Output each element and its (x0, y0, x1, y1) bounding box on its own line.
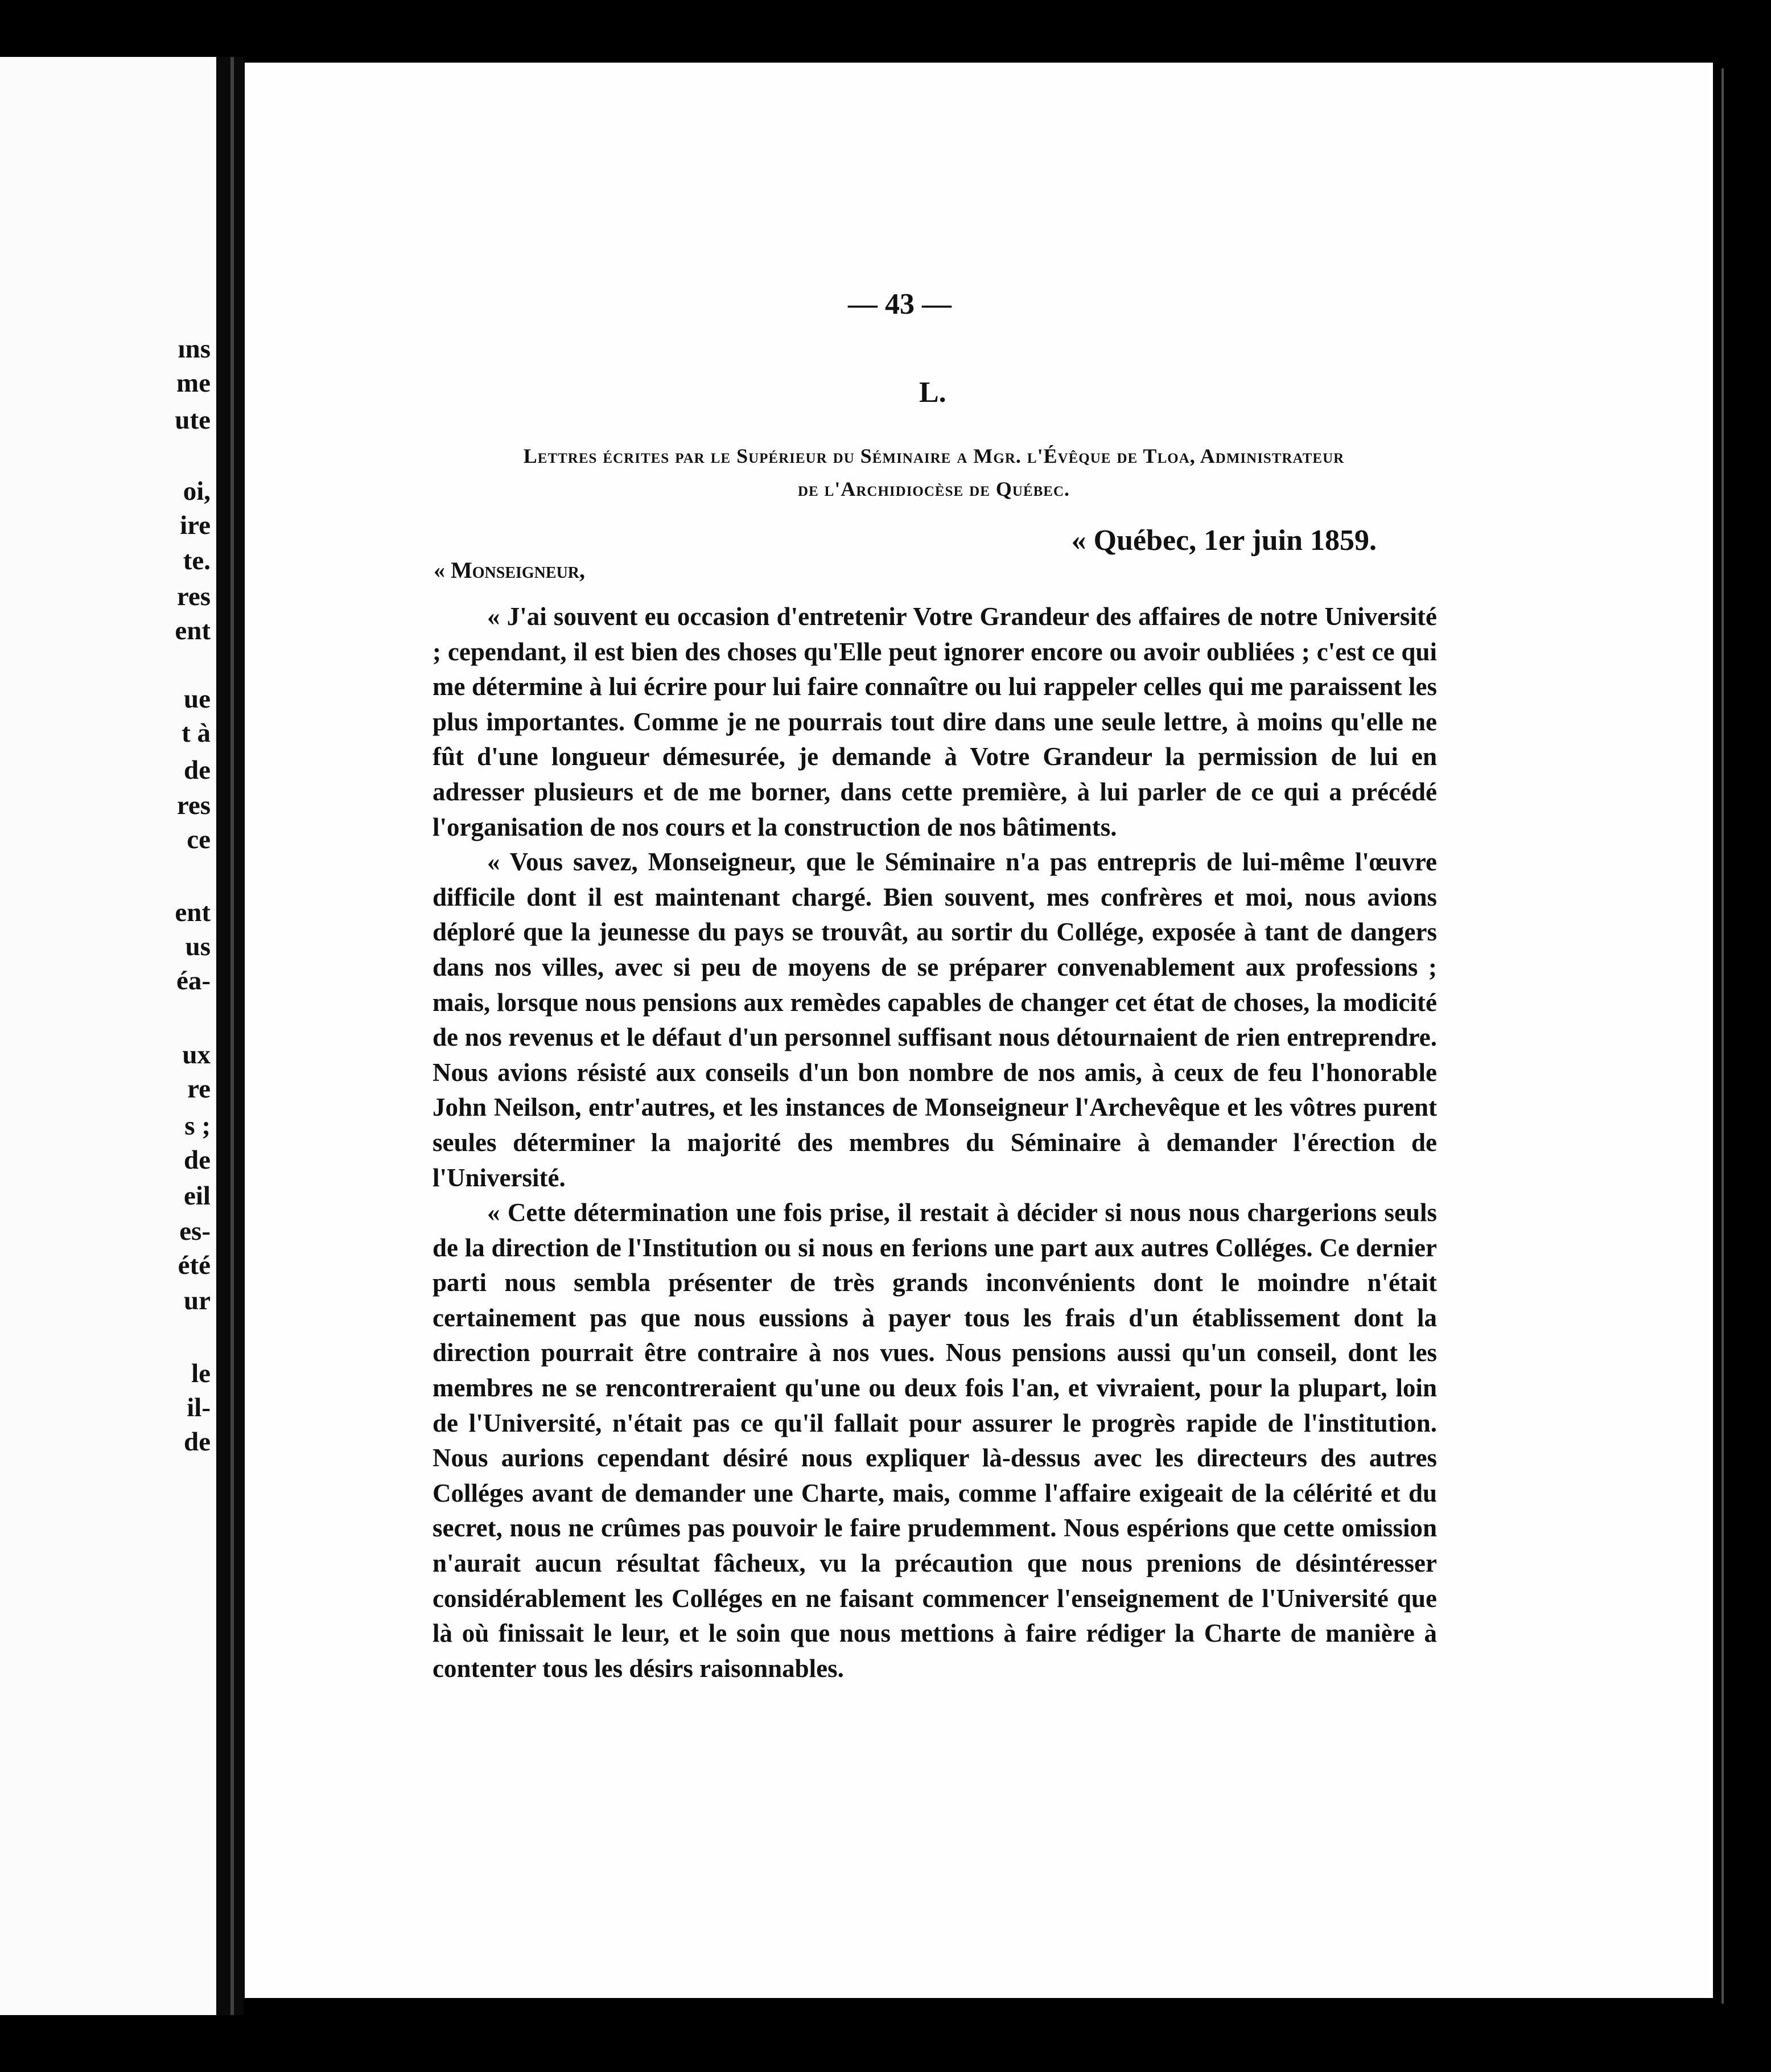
heading-line-2: de l'Archidiocèse de Québec. (797, 478, 1070, 500)
letter-body (433, 599, 1437, 1686)
paragraph: « Vous savez, Monseigneur, que le Séminaire n'a pas entrepris de lui-même l'œuvre difficile dont il est maintenant chargé. Bien souvent, mes confrères et moi, nous avions déploré que la jeunesse du pays se trouvât, au sortir du Collége, exposée à tant de dangers dans nos villes, avec si peu de moyens de se préparer convenablement aux professions ; mais, lorsque nous pensions aux remèdes capables de changer cet état de choses, la modicité de nos revenus et le défaut d'un personnel suffisant nous détournaient de rien entreprendre. Nous avions résisté aux conseils d'un bon nombre de nos amis, à ceux de feu l'honorable John Neilson, entr'autres, et les instances de Monseigneur l'Archevêque et les vôtres purent seules déterminer la majorité des membres du Séminaire à demander l'érection de l'Université. (433, 848, 1437, 1192)
page-number: — 43 — (848, 288, 952, 320)
left-page-fragment: de (184, 1427, 211, 1457)
section-letter: L. (919, 376, 946, 409)
page-edge-line (1721, 68, 1724, 2004)
left-page-fragment: es- (179, 1216, 211, 1246)
gutter-edge (230, 57, 234, 2015)
left-page-fragment: de (184, 1145, 211, 1175)
left-page-fragment: il- (187, 1393, 211, 1423)
left-page-fragment: ire (180, 511, 211, 540)
left-page-fragment: me (176, 368, 211, 398)
left-page-fragment: ent (175, 616, 211, 646)
left-page-fragment: été (178, 1251, 211, 1280)
left-page-fragment: eil (184, 1181, 211, 1211)
left-page-fragment: s ; (184, 1111, 211, 1141)
left-page-fragment: ute (175, 405, 211, 435)
page-gutter (216, 57, 244, 2015)
left-page-fragment: res (176, 791, 211, 820)
left-page-fragment: éa- (176, 966, 211, 996)
left-page-fragment: te. (183, 546, 211, 575)
left-page-fragment: ue (184, 684, 211, 714)
dateline: « Québec, 1er juin 1859. (1071, 524, 1377, 557)
left-page-fragment: ent (175, 898, 211, 927)
left-page-fragment: oi, (183, 476, 211, 506)
heading-line-1: Lettres écrites par le Supérieur du Séminaire a Mgr. l'Évêque de Tloa, Administrateur (523, 445, 1345, 467)
left-page-fragment: le (191, 1359, 211, 1388)
left-page-fragment: res (176, 582, 211, 611)
left-page-fragment: de (184, 755, 211, 785)
left-page-fragment: ıns (178, 334, 211, 364)
paragraph: « J'ai souvent eu occasion d'entretenir Votre Grandeur des affaires de notre Université ; cependant, il est bien des choses qu'Elle peut ignorer encore ou avoir oubliées ; c'est ce qui me détermine à lui écrire pour lui faire connaître ou lui rappeler celles qui me paraissent les plus importantes. Comme je ne pourrais tout dire dans une seule lettre, à moins qu'elle ne fût d'une longueur démesurée, je demande à Votre Grandeur la permission de lui en adresser plusieurs et de me borner, dans cette première, à lui parler de ce qui a précédé l'organisation de nos cours et la construction de nos bâtiments. (433, 602, 1437, 841)
left-page-fragment: us (185, 932, 211, 961)
left-page-fragment: ce (187, 825, 211, 854)
salutation: « Monseigneur, (434, 557, 586, 583)
left-page-fragment: ur (184, 1286, 211, 1315)
left-page-fragment: ux (182, 1040, 211, 1070)
left-page-fragment: t à (182, 718, 211, 748)
left-page-fragment: re (187, 1074, 211, 1104)
paragraph: « Cette détermination une fois prise, il restait à décider si nous nous chargerions seuls de la direction de l'Institution ou si nous en ferions une part aux autres Colléges. Ce dernier parti nous sembla présenter de très grands inconvénients dont le moindre n'était certainement pas que nous eussions à payer tous les frais d'un établissement dont la direction pourrait être contraire à nos vues. Nous pensions aussi qu'un conseil, dont les membres ne se rencontreraient qu'une ou deux fois l'an, et vivraient, pour la plupart, loin de l'Université, n'était pas ce qu'il fallait pour assurer le progrès rapide de l'institution. Nous aurions cependant désiré nous expliquer là-dessus avec les directeurs des autres Colléges avant de demander une Charte, mais, comme l'affaire exigeait de la célérité et du secret, nous ne crûmes pas pouvoir le faire prudemment. Nous espérions que cette omission n'aurait aucun résultat fâcheux, vu la précaution que nous prenions de désintéresser considérablement les Colléges en ne faisant commencer l'enseignement de l'Université que là où finissait le leur, et le soin que nous mettions à faire rédiger la Charte de manière à contenter tous les désirs raisonnables. (433, 1198, 1437, 1683)
left-facing-page (0, 57, 216, 2015)
